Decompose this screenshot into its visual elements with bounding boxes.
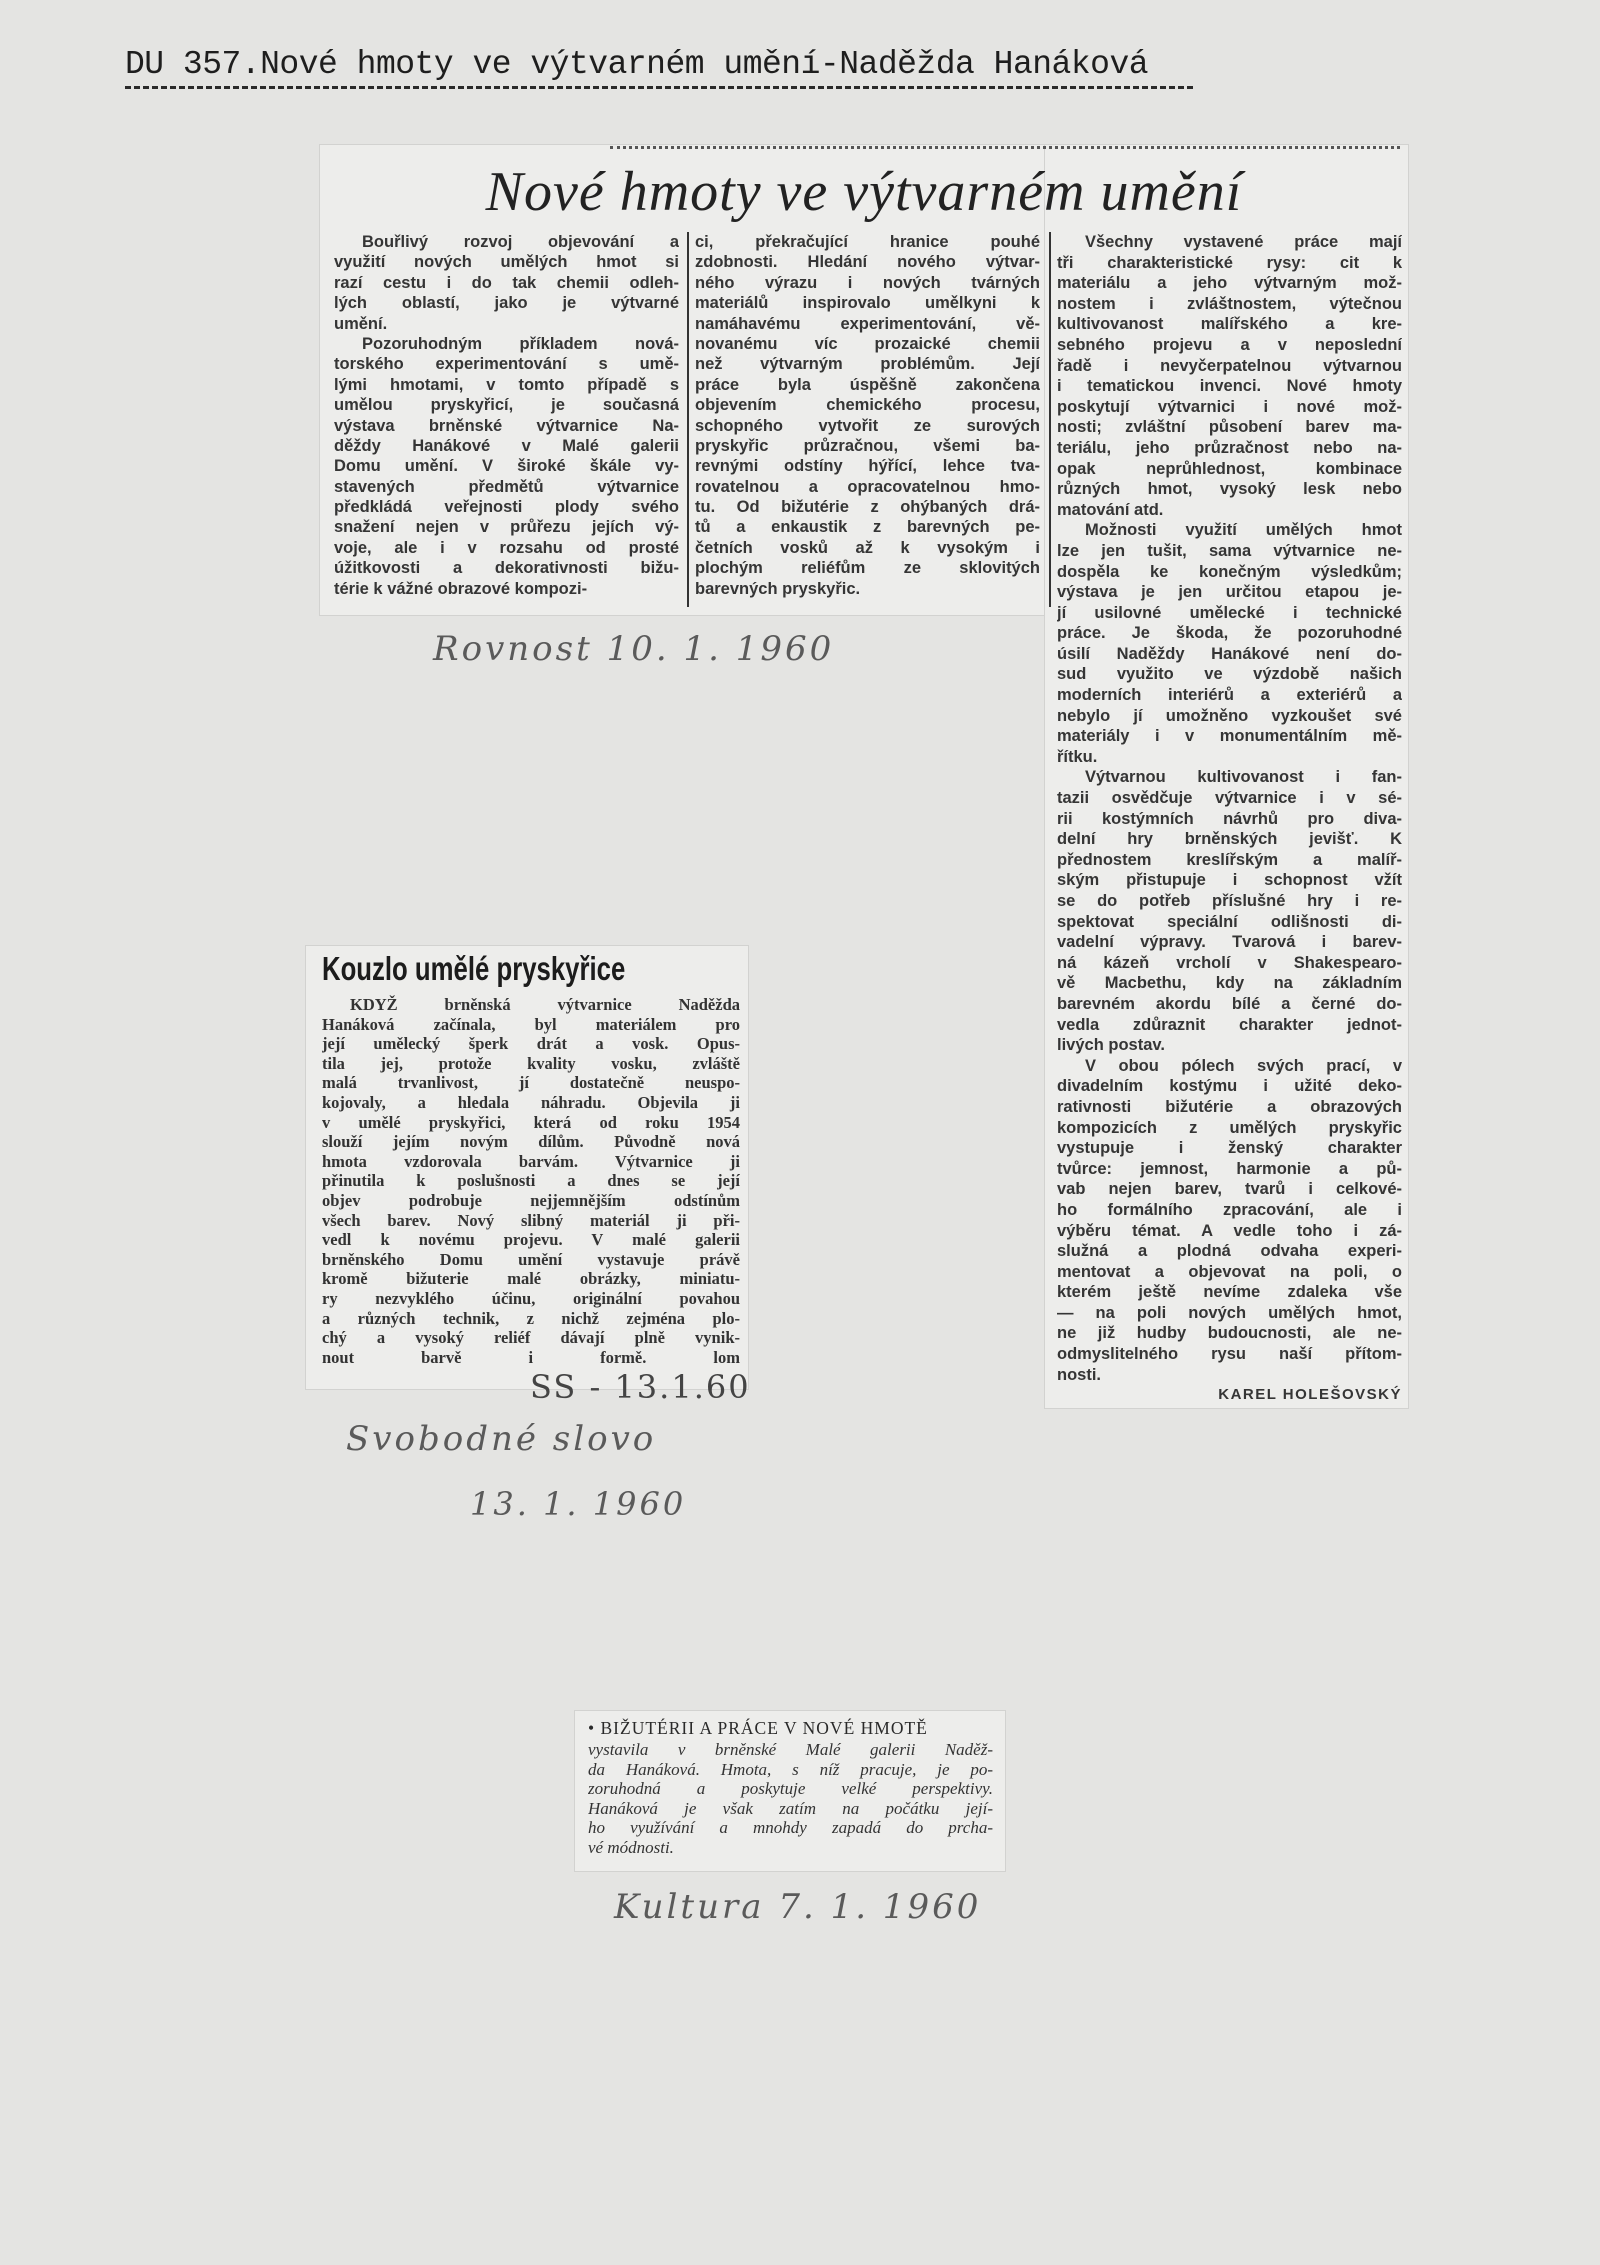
text-line: Hanáková je však zatím na počátku její- <box>588 1798 993 1818</box>
text-line: moderních interiérů a exteriérů a <box>1057 686 1402 705</box>
text-line: služná a plodná odvaha experi- <box>1057 1242 1402 1261</box>
text-line: slouží jejím novým dílům. Původně nová <box>322 1132 740 1152</box>
text-line: ho formálního zpracování, ale i <box>1057 1200 1402 1219</box>
article1-column-2 <box>695 232 1040 599</box>
text-line: ne již hudby budoucnosti, ale ne- <box>1057 1324 1402 1343</box>
text-line: řadě i nevyčerpatelnou výtvarnou <box>1057 356 1402 375</box>
text-line: lými hmotami, v tomto případě s <box>334 375 679 394</box>
text-line: ry nezvyklého účinu, originální povahou <box>322 1288 740 1308</box>
text-line: rovatelnou a opracovatelnou hmo- <box>695 477 1040 496</box>
text-line: výběru témat. A vedle toho i zá- <box>1057 1221 1402 1240</box>
text-line: zoruhodná a poskytuje velké perspektivy. <box>588 1779 993 1798</box>
article2-body <box>322 995 740 1367</box>
text-line: a různých technik, z nichž zejména plo- <box>322 1308 740 1328</box>
clipping-cut-edge <box>610 146 1400 149</box>
text-line: kojovaly, a hledala náhradu. Objevila ji <box>322 1092 740 1112</box>
text-line: brněnského Domu umění vystavuje právě <box>322 1249 740 1269</box>
text-line: Hanáková začínala, byl materiálem pro <box>322 1014 740 1034</box>
text-line: vě Macbethu, kdy na základním <box>1057 974 1402 993</box>
text-line: zdobnosti. Hledání nového výtvar- <box>695 253 1040 272</box>
text-line: úsilí Naděždy Hanákové není do- <box>1057 644 1402 663</box>
text-line: ného výrazu i nových tvárných <box>695 273 1040 292</box>
handwritten-mark: SS - 13.1.60 <box>530 1368 751 1406</box>
text-line: vadelní výpravy. Tvarová i barev- <box>1057 933 1402 952</box>
text-line: barevném akordu bílé a černé do- <box>1057 994 1402 1013</box>
handwritten-source-svobodne-slovo: Svobodné slovo <box>346 1419 657 1459</box>
article1-column-3 <box>1057 232 1402 1404</box>
text-line: barevných pryskyřic. <box>695 579 861 598</box>
handwritten-source-rovnost: Rovnost 10. 1. 1960 <box>433 629 835 669</box>
column-divider <box>1049 232 1051 607</box>
text-line: Bouřlivý rozvoj objevování a <box>362 233 679 251</box>
text-line: delní hry brněnských jevišť. K <box>1057 830 1402 849</box>
text-line: Domu umění. V široké škále vy- <box>334 457 679 476</box>
text-line: V obou pólech svých prací, v <box>1085 1056 1402 1075</box>
text-line: lých oblastí, jako je výtvarné <box>334 294 679 313</box>
text-line: tvůrce: jemnost, harmonie a pů- <box>1057 1159 1402 1178</box>
text-line: da Hanáková. Hmota, s níž pracuje, je po- <box>588 1759 993 1779</box>
text-line: v umělé pryskyřici, která od roku 1954 <box>322 1112 740 1132</box>
text-line: rativnosti bižutérie a obrazových <box>1057 1097 1402 1116</box>
text-line: řítku. <box>1057 747 1098 766</box>
column-divider <box>687 232 689 607</box>
article1-author: KAREL HOLEŠOVSKÝ <box>1218 1386 1402 1404</box>
text-line: umění. <box>334 314 388 333</box>
text-line: nebylo jí umožněno vyzkoušet své <box>1057 706 1402 725</box>
text-line: umělou pryskyřicí, je současná <box>334 396 679 415</box>
text-line: nostem i zvláštnostem, výtečnou <box>1057 294 1402 313</box>
text-line: pryskyřic průzračnou, všemi ba- <box>695 436 1040 455</box>
text-line: plochým reliéfům ze sklovitých <box>695 559 1040 578</box>
text-line: namáhavému experimentování, vě- <box>695 314 1040 333</box>
text-line: snažení nejen v průřezu jejích vý- <box>334 518 679 537</box>
text-line: využití nových umělých hmot si <box>334 253 679 272</box>
text-line: teriálu, jeho průzračnost nebo na- <box>1057 438 1402 457</box>
text-line: Výtvarnou kultivovanost i fan- <box>1085 768 1402 787</box>
text-line: lze jen tušit, sama výtvarnice ne- <box>1057 541 1402 560</box>
text-line: poskytují výtvarnici i nové mož- <box>1057 397 1402 416</box>
text-line: se do potřeb příslušné hry i re- <box>1057 892 1402 910</box>
text-line: nosti; zvláštní působení barev ma- <box>1057 418 1402 437</box>
text-line: kultivovanost malířského a kre- <box>1057 315 1402 334</box>
text-line: děždy Hanákové v Malé galerii <box>334 436 679 455</box>
text-line: térie k vážné obrazové kompozi- <box>334 579 588 598</box>
document-header: DU 357.Nové hmoty ve výtvarném umění-Naděžda Hanáková <box>125 46 1149 83</box>
text-line: — na poli nových umělých hmot, <box>1057 1303 1402 1322</box>
text-line: výstava je jen určitou etapou je- <box>1057 583 1402 602</box>
text-line: nosti. <box>1057 1365 1101 1384</box>
text-line: materiály i v monumentálním mě- <box>1057 727 1402 746</box>
text-line: ho využívání a mnohdy zapadá do prcha- <box>588 1818 993 1837</box>
text-line: divadelním kostýmu i užité deko- <box>1057 1077 1402 1096</box>
text-line: vystavila v brněnské Malé galerii Naděž- <box>588 1740 993 1759</box>
text-line: opak neprůhlednost, kombinace <box>1057 459 1402 478</box>
article3-heading: • BIŽUTÉRII A PRÁCE V NOVÉ HMOTĚ <box>588 1718 928 1738</box>
text-line: ná kázeň vrcholí v Shakespearo- <box>1057 953 1402 972</box>
text-line: tři charakteristické rysy: cit k <box>1057 253 1402 272</box>
text-line: vedla zdůraznit charakter jednot- <box>1057 1015 1402 1034</box>
article1-title: Nové hmoty ve výtvarném umění <box>485 161 1243 223</box>
text-line: mentovat a objevovat na poli, o <box>1057 1262 1402 1281</box>
text-line: přinutila k poslušnosti a dnes se její <box>322 1171 740 1191</box>
text-line: Pozoruhodným příkladem nová- <box>362 334 679 353</box>
text-line: stavených předmětů výtvarnice <box>334 477 679 496</box>
text-line: nout barvě i formě. lom <box>322 1347 740 1367</box>
text-line: torského experimentování s umě- <box>334 355 679 374</box>
text-line: úžitkovosti a dekorativnosti bižu- <box>334 559 679 578</box>
text-line: tazii osvědčuje výtvarnice i v sé- <box>1057 789 1402 808</box>
text-line: předkládá veřejnosti plody svého <box>334 498 679 517</box>
text-line: četních vosků až k vysokým i <box>695 538 1040 557</box>
text-line: razí cestu i do tak chemii odleh- <box>334 273 679 292</box>
text-line: tů a enkaustik z barevných pe- <box>695 518 1040 537</box>
text-line: kterém ještě nevíme zdaleka vše <box>1057 1283 1402 1302</box>
text-line: odmyslitelného rysu naší přítom- <box>1057 1345 1402 1364</box>
text-line: vedl k novému projevu. V malé galerii <box>322 1230 740 1250</box>
text-line: tu. Od bižutérie z ohýbaných drá- <box>695 498 1040 517</box>
text-line: chý a vysoký reliéf dávají plně vynik- <box>322 1328 740 1348</box>
text-line: hmota vzdorovala barvám. Výtvarnice ji <box>322 1151 740 1171</box>
text-line: jí usilovné umělecké i technické <box>1057 603 1402 622</box>
article3-body <box>588 1740 993 1857</box>
text-line: kompozicích z umělých pryskyřic <box>1057 1118 1402 1137</box>
text-line: voje, ale i v rozsahu od prosté <box>334 538 679 557</box>
text-line: kromě bižuterie malé obrázky, miniatu- <box>322 1269 740 1289</box>
text-line: přednostem kreslířským a malíř- <box>1057 850 1402 869</box>
text-line: sud využito ve výzdobě našich <box>1057 665 1402 684</box>
text-line: malá trvanlivost, jí dostatečně neuspo- <box>322 1073 740 1093</box>
text-line: KDYŽ brněnská výtvarnice Naděžda <box>350 995 740 1014</box>
text-line: výstava brněnské výtvarnice Na- <box>334 416 679 435</box>
text-line: Možnosti využití umělých hmot <box>1085 521 1402 540</box>
text-line: matování atd. <box>1057 500 1164 519</box>
handwritten-source-date: 13. 1. 1960 <box>470 1485 687 1523</box>
text-line: práce. Je škoda, že pozoruhodné <box>1057 624 1402 643</box>
article1-column-1 <box>334 232 679 599</box>
text-line: vab nejen barev, tvarů i celkové- <box>1057 1180 1402 1199</box>
header-underline <box>125 86 1193 89</box>
text-line: vé módnosti. <box>588 1837 674 1857</box>
handwritten-source-kultura: Kultura 7. 1. 1960 <box>614 1887 982 1927</box>
text-line: Všechny vystavené práce mají <box>1085 233 1402 251</box>
text-line: než výtvarným problémům. Její <box>695 355 1040 374</box>
text-line: ským přistupuje i schopnost vžít <box>1057 871 1402 890</box>
text-line: objev podrobuje nejjemnějším odstínům <box>322 1190 740 1210</box>
text-line: schopného vytvořit ze surových <box>695 416 1040 435</box>
text-line: sebného projevu a v neposlední <box>1057 335 1402 354</box>
text-line: novanému víc prozaické chemii <box>695 334 1040 353</box>
text-line: vystupuje i ženský charakter <box>1057 1139 1402 1158</box>
text-line: spektovat speciální odlišnosti di- <box>1057 912 1402 931</box>
text-line: objevením chemického procesu, <box>695 396 1040 415</box>
article2-title: Kouzlo umělé pryskyřice <box>322 950 626 987</box>
text-line: livých postav. <box>1057 1036 1165 1055</box>
text-line: materiálů inspirovalo umělkyni k <box>695 294 1040 313</box>
text-line: její umělecký šperk drát a vosk. Opus- <box>322 1034 740 1054</box>
text-line: dospěla ke konečným výsledkům; <box>1057 562 1402 581</box>
text-line: tila jej, protože kvality vosku, zvláště <box>322 1053 740 1073</box>
text-line: rii kostýmních návrhů pro diva- <box>1057 809 1402 828</box>
text-line: revnými odstíny hýřící, lehce tva- <box>695 457 1040 476</box>
text-line: práce byla úspěšně zakončena <box>695 375 1040 394</box>
text-line: materiálu a jeho výtvarným mož- <box>1057 274 1402 293</box>
text-line: různých hmot, vysoký lesk nebo <box>1057 480 1402 499</box>
text-line: ci, překračující hranice pouhé <box>695 233 1040 251</box>
text-line: všech barev. Nový slibný materiál ji při- <box>322 1210 740 1230</box>
text-line: i tematickou invenci. Nové hmoty <box>1057 377 1402 396</box>
